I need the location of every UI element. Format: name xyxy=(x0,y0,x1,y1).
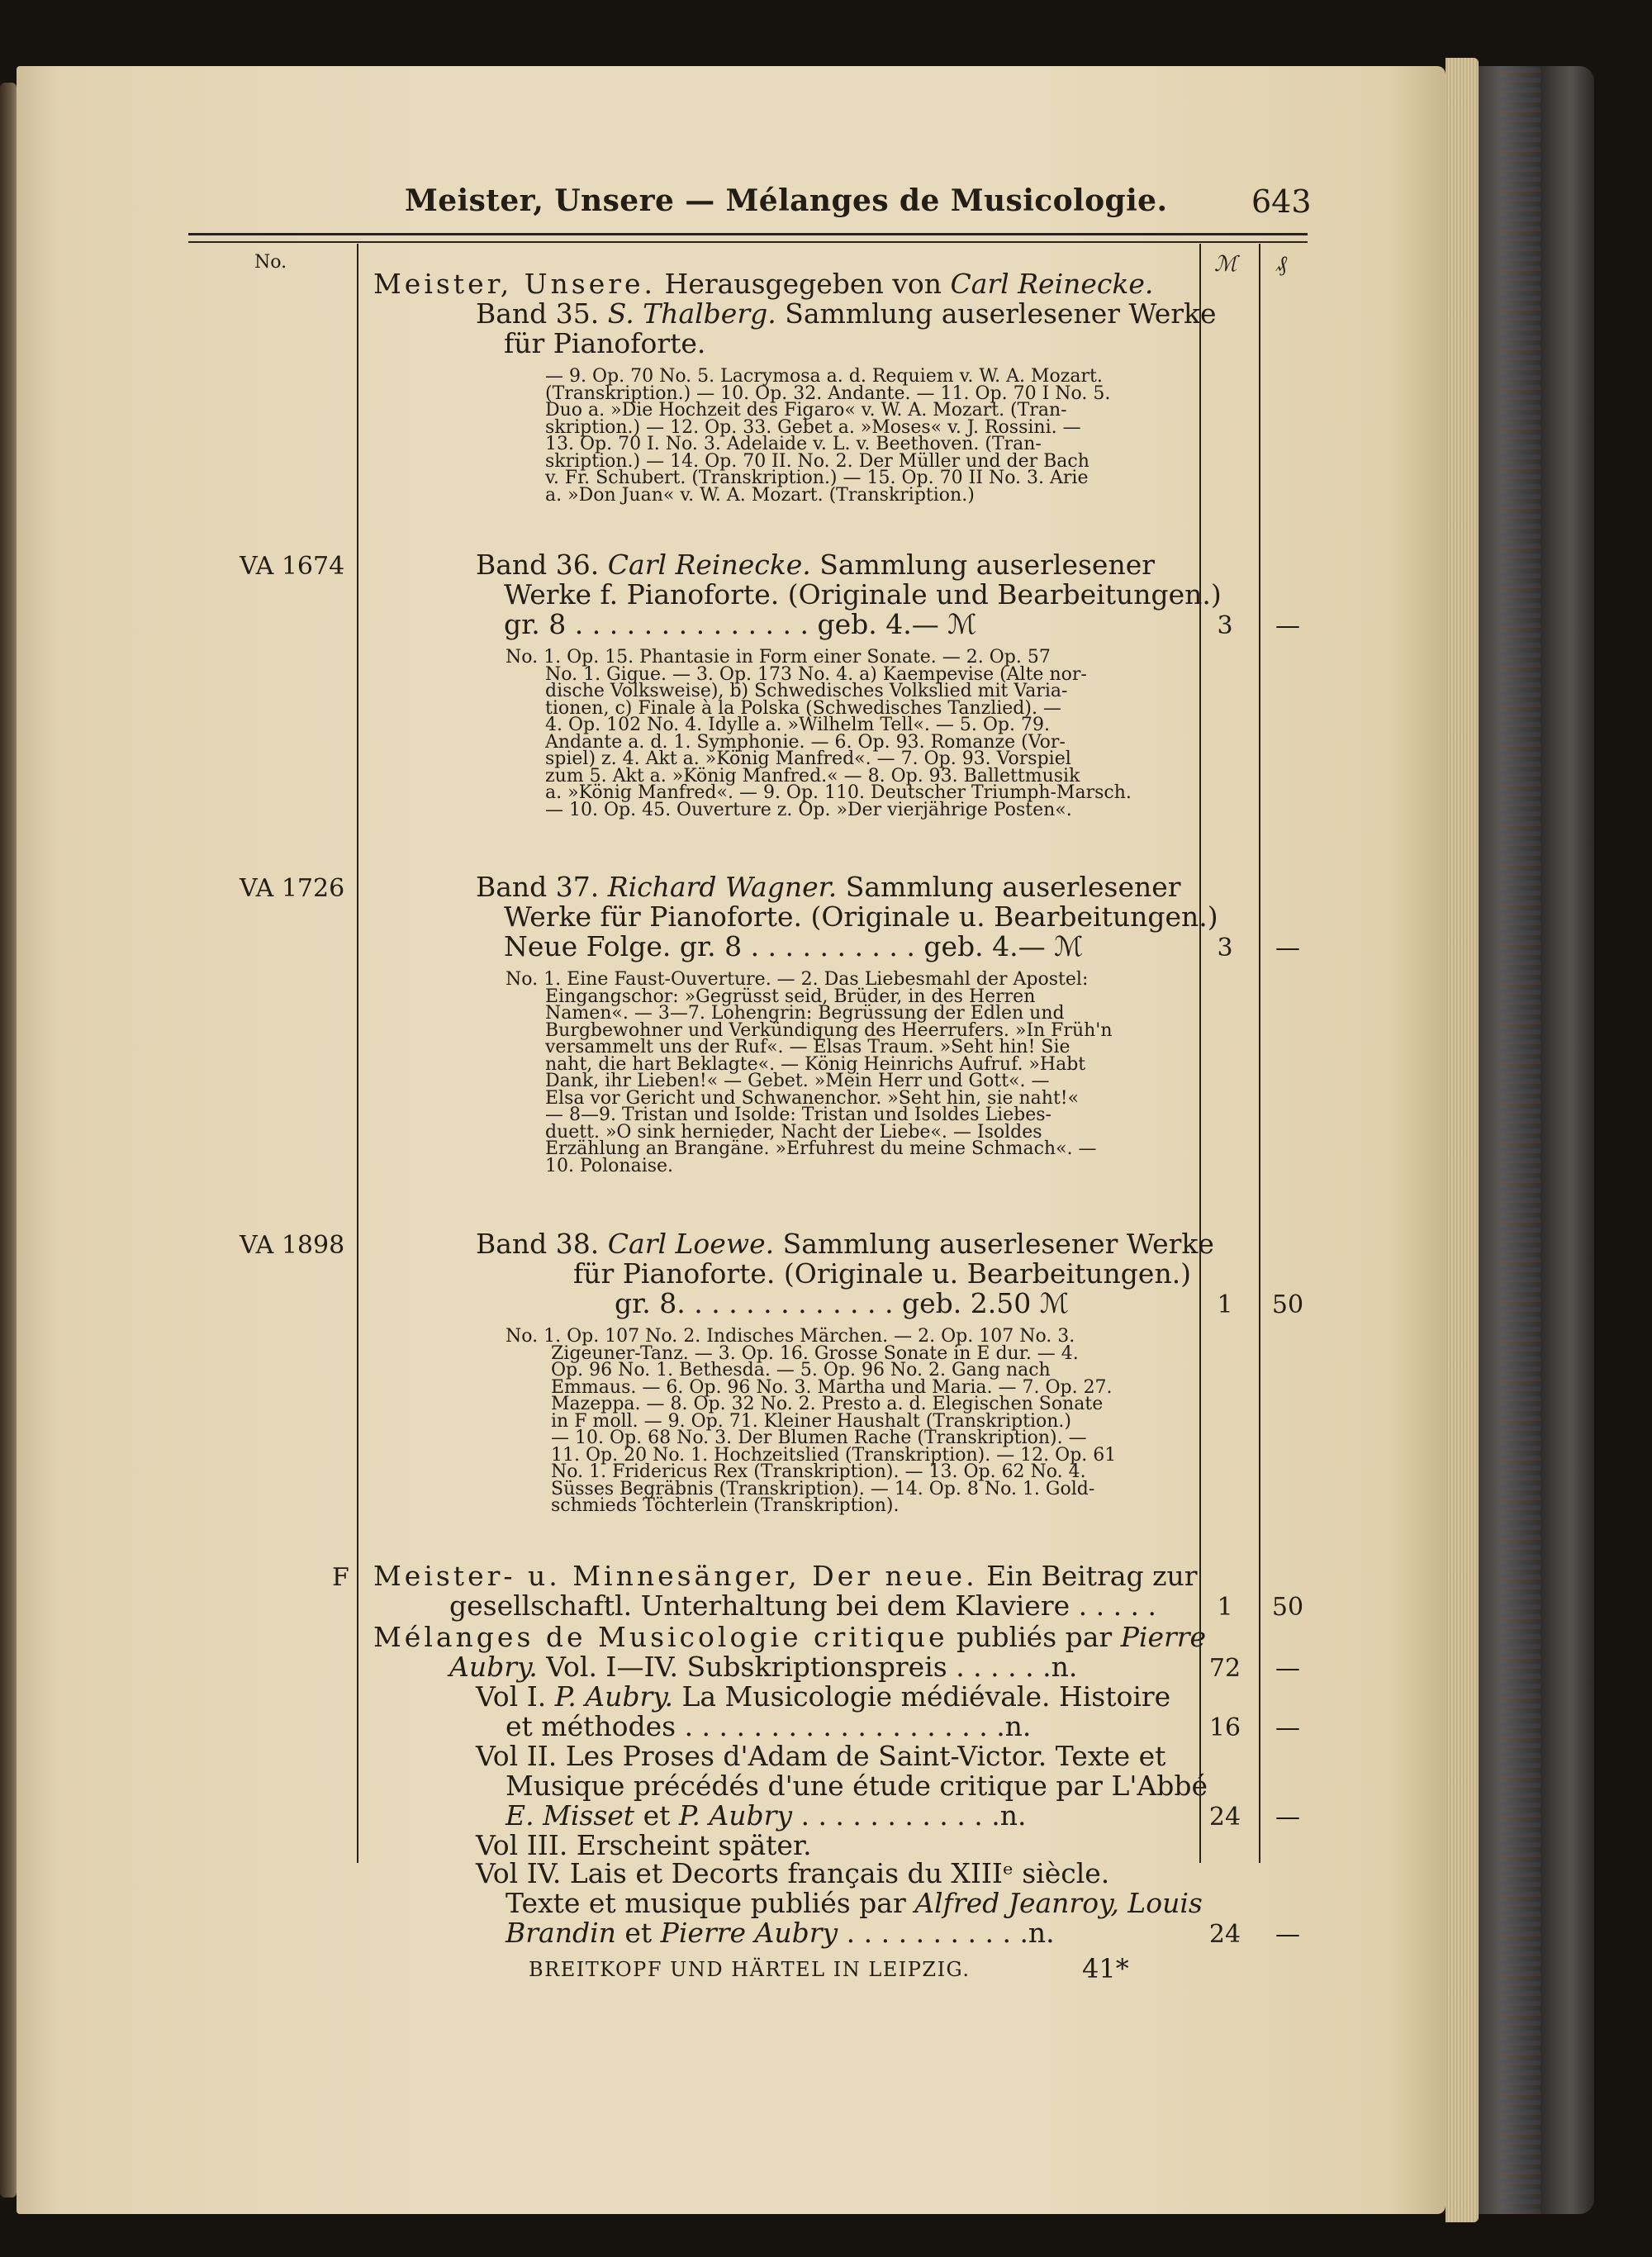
vol4-line1: Vol IV. Lais et Decorts français du XIIIᵉ siècle. xyxy=(476,1857,1110,1889)
vol4-and: et xyxy=(615,1917,661,1949)
contents-line: skription.) — 14. Op. 70 II. No. 2. Der Müller und der Bach xyxy=(545,450,1089,472)
band36-line2: Werke f. Pianoforte. (Originale und Bearbeitungen.) xyxy=(504,578,1222,611)
band38-composer: Carl Loewe. xyxy=(607,1228,775,1260)
band37-line1 xyxy=(476,872,1181,902)
column-header-mark: ℳ xyxy=(1214,252,1237,277)
band36-contents xyxy=(506,649,1132,819)
contents-line: Andante a. d. 1. Symphonie. — 6. Op. 93. Romanze (Vor- xyxy=(545,731,1066,753)
contents-line: 11. Op. 20 No. 1. Hochzeitslied (Transkription). — 12. Op. 61 xyxy=(551,1444,1117,1466)
melanges-editor-surname: Aubry. xyxy=(449,1651,538,1683)
band35-contents xyxy=(545,368,1110,504)
contents-line: No. 1. Op. 15. Phantasie in Form einer Sonate. — 2. Op. 57 xyxy=(506,647,1051,668)
header-rule-double xyxy=(188,241,1308,243)
price-mark: 16 xyxy=(1208,1713,1241,1742)
vol4-authors: Alfred Jeanroy, Louis xyxy=(914,1887,1203,1919)
contents-line: Eingangschor: »Gegrüsst seid, Brüder, in des Herren xyxy=(545,986,1036,1007)
contents-line: tionen, c) Finale à la Polska (Schwedisches Tanzlied). — xyxy=(545,697,1061,719)
minnesaenger-desc: Ein Beitrag zur xyxy=(977,1560,1198,1592)
vol2-line3 xyxy=(506,1801,1026,1831)
minnesaenger-line2: gesellschaftl. Unterhaltung bei dem Klaviere . . . . . xyxy=(449,1589,1157,1622)
price-pfennig: 50 xyxy=(1271,1290,1304,1319)
vol4-text: Texte et musique publiés par xyxy=(506,1887,915,1919)
footer-publisher: BREITKOPF UND HÄRTEL IN LEIPZIG. xyxy=(529,1958,971,1981)
contents-line: No. 1. Op. 107 No. 2. Indisches Märchen. — 2. Op. 107 No. 3. xyxy=(506,1326,1075,1347)
vol2-author2: P. Aubry xyxy=(678,1799,792,1832)
price-pfennig: — xyxy=(1275,1920,1300,1949)
band37-composer: Richard Wagner. xyxy=(607,871,838,903)
melanges-title: Mélanges de Musicologie critique xyxy=(373,1621,948,1653)
contents-line: Elsa vor Gericht und Schwanenchor. »Seht hin, sie naht!« xyxy=(545,1087,1080,1109)
vol1-line2: et méthodes . . . . . . . . . . . . . . . . . . .n. xyxy=(506,1710,1032,1742)
vol1-author: P. Aubry. xyxy=(554,1680,673,1713)
vol2-line2: Musique précédés d'une étude critique par L'Abbé xyxy=(506,1770,1208,1802)
band35-label: Band 35. xyxy=(476,297,608,330)
vol2-and: et xyxy=(634,1799,679,1832)
band38-line1 xyxy=(476,1229,1214,1259)
band35-line xyxy=(476,299,1217,329)
price-pfennig: — xyxy=(1275,1803,1300,1832)
contents-line: Dank, ihr Lieben!« — Gebet. »Mein Herr und Gott«. — xyxy=(545,1071,1050,1091)
vol4-dots: . . . . . . . . . . .n. xyxy=(838,1917,1055,1949)
band36-line1 xyxy=(476,550,1155,580)
running-head: Meister, Unsere — Mélanges de Musicologie. xyxy=(405,183,1168,218)
band37-line3: Neue Folge. gr. 8 . . . . . . . . . . geb. 4.— ℳ xyxy=(504,930,1084,962)
vol1-title: La Musicologie médiévale. Histoire xyxy=(672,1680,1171,1713)
contents-line: — 10. Op. 45. Ouverture z. Op. »Der vierjährige Posten«. xyxy=(545,799,1072,820)
book-binding-left xyxy=(0,83,17,2198)
page-edges xyxy=(1446,58,1479,2222)
contents-line: spiel) z. 4. Akt a. »König Manfred«. — 7. Op. 93. Vorspiel xyxy=(545,748,1071,769)
vol4-author3: Brandin xyxy=(506,1917,616,1949)
price-mark: 24 xyxy=(1208,1920,1241,1949)
price-pfennig: — xyxy=(1275,611,1300,640)
entry-heading xyxy=(373,269,1153,299)
band38-desc: Sammlung auserlesener Werke xyxy=(774,1228,1214,1260)
vol4-line3 xyxy=(506,1918,1055,1948)
band37-desc: Sammlung auserlesener xyxy=(837,871,1181,903)
contents-line: duett. »O sink hernieder, Nacht der Liebe«. — Isoldes xyxy=(545,1121,1042,1143)
price-pfennig: — xyxy=(1275,934,1300,962)
band37-contents xyxy=(506,969,1113,1176)
band38-line2: für Pianoforte. (Originale u. Bearbeitungen.) xyxy=(573,1257,1192,1290)
vol2-line1: Vol II. Les Proses d'Adam de Saint-Victor. Texte et xyxy=(476,1740,1166,1772)
vol2-author1: E. Misset xyxy=(506,1799,635,1832)
contents-line: Op. 96 No. 1. Bethesda. — 5. Op. 96 No. 2. Gang nach xyxy=(551,1360,1051,1380)
catalog-number: F xyxy=(332,1563,349,1592)
band35-desc: Sammlung auserlesener Werke xyxy=(776,297,1217,330)
contents-line: in F moll. — 9. Op. 71. Kleiner Haushalt (Transkription.) xyxy=(551,1410,1072,1432)
contents-line: 13. Op. 70 I. No. 3. Adelaide v. L. v. Beethoven. (Tran- xyxy=(545,434,1042,454)
catalog-number: VA 1726 xyxy=(240,874,345,903)
band36-price-text: . . . . . . . . . . . . . . geb. 4.— ℳ xyxy=(566,608,977,640)
contents-line: versammelt uns der Ruf«. — Elsas Traum. »Seht hin! Sie xyxy=(545,1037,1070,1057)
price-mark: 3 xyxy=(1217,934,1233,962)
column-divider-catno xyxy=(357,244,358,1863)
contents-line: — 8—9. Tristan und Isolde: Tristan und Isoldes Liebes- xyxy=(545,1105,1051,1125)
vol2-dots: . . . . . . . . . . . .n. xyxy=(791,1799,1027,1832)
column-header-no: No. xyxy=(254,252,287,273)
band37-line2: Werke für Pianoforte. (Originale u. Bearbeitungen.) xyxy=(504,900,1218,933)
band36-composer: Carl Reinecke. xyxy=(607,549,811,581)
entry-title-rest: Herausgegeben von xyxy=(656,268,951,300)
contents-line: Süsses Begräbnis (Transkription). — 14. Op. 8 No. 1. Gold- xyxy=(551,1478,1095,1499)
price-mark: 1 xyxy=(1217,1593,1233,1622)
contents-line: — 9. Op. 70 No. 5. Lacrymosa a. d. Requiem v. W. A. Mozart. xyxy=(545,366,1103,387)
melanges-subscription: Vol. I—IV. Subskriptionspreis . . . . . .n. xyxy=(537,1651,1078,1683)
contents-line: No. 1. Eine Faust-Ouverture. — 2. Das Liebesmahl der Apostel: xyxy=(506,969,1089,990)
contents-line: v. Fr. Schubert. (Transkription.) — 15. Op. 70 II No. 3. Arie xyxy=(545,468,1089,488)
price-pfennig: — xyxy=(1275,1654,1300,1683)
minnesaenger-line1 xyxy=(373,1561,1198,1591)
contents-line: a. »König Manfred«. — 9. Op. 110. Deutscher Triumph-Marsch. xyxy=(545,782,1132,803)
vol3-line: Vol III. Erscheint später. xyxy=(476,1829,812,1861)
band38-label: Band 38. xyxy=(476,1228,608,1260)
contents-line: Duo a. »Die Hochzeit des Figaro« v. W. A. Mozart. (Tran- xyxy=(545,400,1067,421)
melanges-line1 xyxy=(373,1623,1206,1652)
price-pfennig: — xyxy=(1275,1713,1300,1742)
header-rule xyxy=(188,233,1308,235)
contents-line: 4. Op. 102 No. 4. Idylle a. »Wilhelm Tell«. — 5. Op. 79. xyxy=(545,715,1050,735)
contents-line: 10. Polonaise. xyxy=(545,1155,674,1176)
book-spine xyxy=(1479,66,1594,2214)
melanges-editor: Pierre xyxy=(1120,1621,1207,1653)
contents-line: No. 1. Fridericus Rex (Transkription). — 13. Op. 62 No. 4. xyxy=(551,1461,1086,1482)
vol4-line2 xyxy=(506,1889,1203,1918)
contents-line: dische Volksweise), b) Schwedisches Volkslied mit Varia- xyxy=(545,681,1068,701)
band37-label: Band 37. xyxy=(476,871,608,903)
contents-line: Namen«. — 3—7. Lohengrin: Begrüssung der Edlen und xyxy=(545,1003,1065,1024)
page-number: 643 xyxy=(1251,183,1312,220)
signature-mark: 41* xyxy=(1082,1953,1129,1984)
contents-line: No. 1. Gigue. — 3. Op. 173 No. 4. a) Kaempevise (Alte nor- xyxy=(545,663,1087,685)
band35-line2: für Pianoforte. xyxy=(504,327,706,359)
contents-line: Zigeuner-Tanz. — 3. Op. 16. Grosse Sonate in E dur. — 4. xyxy=(551,1342,1079,1364)
band38-contents xyxy=(506,1328,1116,1515)
entry-title: Meister, Unsere. xyxy=(373,268,657,300)
price-pfennig: 50 xyxy=(1271,1593,1304,1622)
price-mark: 3 xyxy=(1217,611,1233,640)
contents-line: a. »Don Juan« v. W. A. Mozart. (Transkription.) xyxy=(545,484,975,506)
contents-line: Burgbewohner und Verkündigung des Heerrufers. »In Früh'n xyxy=(545,1019,1113,1041)
vol4-author4: Pierre Aubry xyxy=(660,1917,838,1949)
band36-format: gr. 8 xyxy=(504,608,567,640)
price-mark: 1 xyxy=(1217,1290,1233,1319)
contents-line: schmieds Töchterlein (Transkription). xyxy=(551,1495,900,1516)
entry-editor: Carl Reinecke. xyxy=(950,268,1154,300)
catalog-number: VA 1898 xyxy=(240,1231,345,1260)
column-header-pf: ₰ xyxy=(1276,252,1287,277)
band36-desc: Sammlung auserlesener xyxy=(810,549,1156,581)
price-mark: 24 xyxy=(1208,1803,1241,1832)
vol1-line1 xyxy=(476,1682,1170,1712)
contents-line: Mazeppa. — 8. Op. 32 No. 2. Presto a. d. Elegischen Sonate xyxy=(551,1394,1104,1414)
melanges-pub: publiés par xyxy=(947,1621,1121,1653)
contents-line: Erzählung an Brangäne. »Erfuhrest du meine Schmach«. — xyxy=(545,1138,1097,1159)
price-mark: 72 xyxy=(1208,1654,1241,1683)
contents-line: naht, die hart Beklagte«. — König Heinrichs Aufruf. »Habt xyxy=(545,1053,1086,1075)
catalog-number: VA 1674 xyxy=(240,552,345,581)
band36-label: Band 36. xyxy=(476,549,608,581)
melanges-line2 xyxy=(449,1652,1077,1682)
band38-line3: gr. 8. . . . . . . . . . . . . geb. 2.50 ℳ xyxy=(615,1287,1069,1319)
contents-line: — 10. Op. 68 No. 3. Der Blumen Rache (Transkription). — xyxy=(551,1428,1087,1448)
contents-line: skription.) — 12. Op. 33. Gebet a. »Moses« v. J. Rossini. — xyxy=(545,416,1081,438)
minnesaenger-title: Meister- u. Minnesänger, Der neue. xyxy=(373,1560,978,1592)
band36-line3 xyxy=(504,610,976,639)
contents-line: (Transkription.) — 10. Op. 32. Andante. — 11. Op. 70 I No. 5. xyxy=(545,383,1111,404)
contents-line: zum 5. Akt a. »König Manfred.« — 8. Op. 93. Ballettmusik xyxy=(545,765,1080,786)
contents-line: Emmaus. — 6. Op. 96 No. 3. Martha und Maria. — 7. Op. 27. xyxy=(551,1376,1113,1398)
vol1-label: Vol I. xyxy=(476,1680,555,1713)
band35-composer: S. Thalberg. xyxy=(607,297,776,330)
